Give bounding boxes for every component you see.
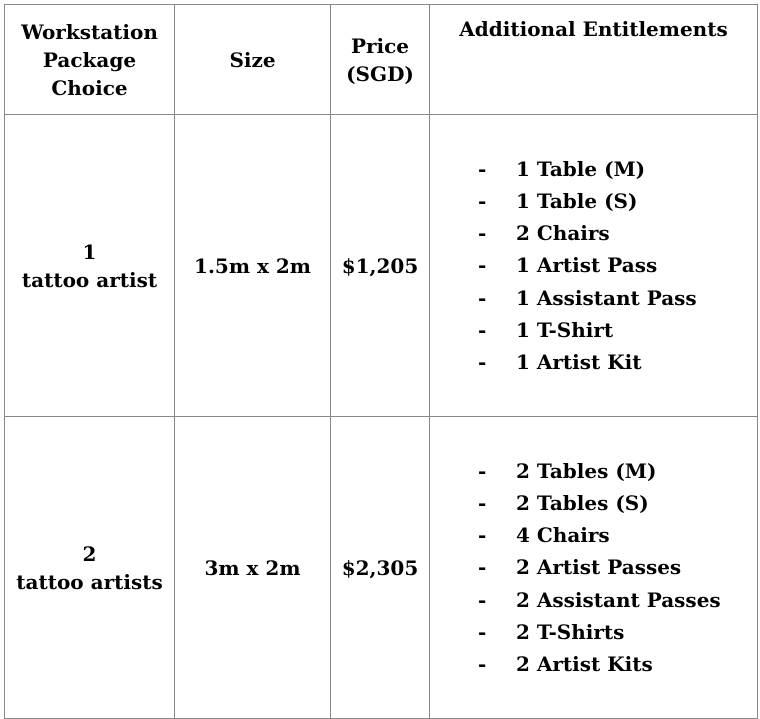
entitlement-text: 1 Assistant Pass: [516, 285, 697, 310]
entitlement-text: 1 Table (M): [516, 156, 646, 181]
bullet-dash: -: [478, 490, 487, 515]
bullet-dash: -: [478, 523, 487, 548]
bullet-dash: -: [478, 619, 487, 644]
artist-label: tattoo artists: [16, 569, 163, 594]
table-row: [5, 417, 758, 719]
bullet-dash: -: [478, 285, 487, 310]
entitlement-item: [478, 346, 757, 378]
entitlement-item: [478, 584, 757, 616]
entitlement-item: [478, 249, 757, 281]
price-value: $2,305: [341, 555, 419, 580]
bullet-dash: -: [478, 350, 487, 374]
entitlement-item: [478, 185, 757, 217]
bullet-dash: -: [478, 317, 487, 342]
bullet-dash: -: [478, 587, 487, 612]
choice-cell: [5, 417, 175, 719]
entitlement-text: 2 Artist Kits: [516, 652, 653, 676]
bullet-dash: -: [478, 221, 487, 246]
header-choice-line: Workstation: [21, 19, 158, 44]
bullet-dash: -: [478, 458, 487, 483]
entitlement-text: 1 T-Shirt: [516, 317, 614, 342]
entitlement-text: 4 Chairs: [516, 523, 610, 548]
entitlement-text: 2 Tables (S): [516, 490, 649, 515]
entitlement-item: [478, 217, 757, 249]
header-row: [5, 5, 758, 115]
bullet-dash: -: [478, 253, 487, 278]
entitlement-text: 2 Tables (M): [516, 458, 657, 483]
entitlement-text: 1 Table (S): [516, 188, 638, 213]
header-size: [175, 5, 331, 115]
entitlements-list: [430, 455, 757, 680]
price-cell: [331, 417, 430, 719]
entitlement-item: [478, 551, 757, 583]
entitlement-text: 1 Artist Kit: [516, 350, 642, 374]
choice-cell: [5, 115, 175, 417]
bullet-dash: -: [478, 188, 487, 213]
entitlement-item: [478, 153, 757, 185]
artist-count: 2: [82, 541, 97, 566]
price-value: $1,205: [341, 253, 419, 278]
header-entitlements: [430, 5, 758, 115]
entitlement-text: 2 Assistant Passes: [516, 587, 721, 612]
size-cell: [175, 417, 331, 719]
header-price-line: (SGD): [346, 61, 414, 86]
entitlement-item: [478, 487, 757, 519]
header-size-label: Size: [229, 47, 276, 72]
size-value: 1.5m x 2m: [194, 253, 311, 278]
entitlement-text: 1 Artist Pass: [516, 253, 658, 278]
package-table: [4, 4, 758, 719]
header-price-line: Price: [350, 33, 410, 58]
entitlement-item: [478, 314, 757, 346]
entitlement-text: 2 Artist Passes: [516, 555, 682, 580]
entitlements-list: [430, 153, 757, 378]
header-choice: [5, 5, 175, 115]
bullet-dash: -: [478, 555, 487, 580]
entitlement-text: 2 Chairs: [516, 221, 610, 246]
entitlements-cell: [430, 417, 758, 719]
artist-label: tattoo artist: [21, 267, 158, 292]
entitlement-item: [478, 519, 757, 551]
bullet-dash: -: [478, 652, 487, 676]
size-cell: [175, 115, 331, 417]
price-cell: [331, 115, 430, 417]
header-choice-line: Choice: [51, 75, 128, 100]
entitlement-item: [478, 648, 757, 680]
header-price: [331, 5, 430, 115]
entitlements-cell: [430, 115, 758, 417]
entitlement-text: 2 T-Shirts: [516, 619, 625, 644]
artist-count: 1: [82, 239, 97, 264]
header-choice-line: Package: [42, 47, 137, 72]
header-entitlements-label: Additional Entitlements: [459, 17, 728, 41]
size-value: 3m x 2m: [204, 555, 301, 580]
bullet-dash: -: [478, 156, 487, 181]
entitlement-item: [478, 455, 757, 487]
entitlement-item: [478, 616, 757, 648]
table-row: [5, 115, 758, 417]
entitlement-item: [478, 282, 757, 314]
